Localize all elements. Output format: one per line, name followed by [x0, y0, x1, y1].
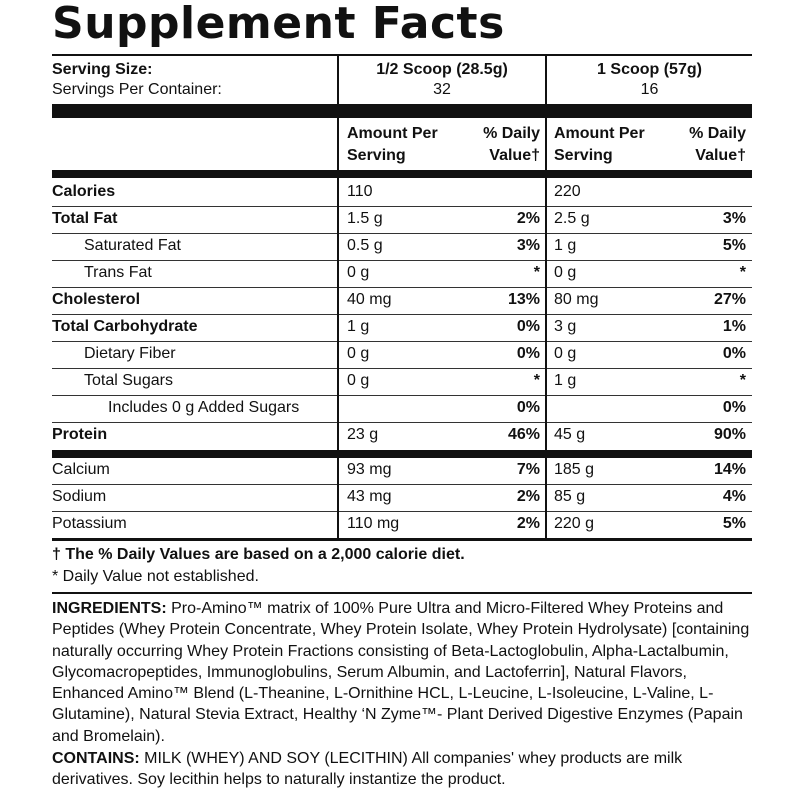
row-divider	[547, 368, 752, 369]
col2-servings-count: 16	[640, 81, 659, 98]
col1-dv-header-line1: % Daily	[483, 125, 540, 142]
nutrient-name: Sodium	[52, 488, 107, 505]
col1-daily-value: 46%	[507, 426, 540, 443]
row-divider	[547, 260, 752, 261]
col1-daily-value: 0%	[516, 399, 540, 416]
contains-text: MILK (WHEY) AND SOY (LECITHIN) All companies' whey products are milk derivatives. Soy lecithin helps to naturally instantize the product.	[52, 750, 683, 789]
col2-daily-value: 4%	[722, 488, 746, 505]
row-divider	[339, 484, 545, 485]
contains-statement	[52, 748, 752, 791]
nutrient-name: Potassium	[52, 515, 127, 532]
col1-amount: 93 mg	[347, 461, 392, 478]
col1-daily-value: *	[533, 372, 540, 389]
row-divider	[547, 484, 752, 485]
col2-daily-value: 5%	[722, 515, 746, 532]
nutrient-name: Saturated Fat	[84, 237, 181, 254]
col2-amount: 0 g	[554, 345, 577, 362]
col1-dv-header-line2: Value†	[489, 147, 540, 164]
col1-amount: 110 mg	[347, 515, 400, 532]
col2-amount: 1 g	[554, 237, 577, 254]
col1-daily-value: 2%	[516, 210, 540, 227]
nutrient-name: Includes 0 g Added Sugars	[108, 399, 300, 416]
col1-amount: 0 g	[347, 264, 370, 281]
col2-daily-value: 5%	[722, 237, 746, 254]
col2-daily-value: 27%	[713, 291, 746, 308]
row-divider	[339, 341, 545, 342]
col2-daily-value: 0%	[722, 399, 746, 416]
col2-daily-value: 1%	[722, 318, 746, 335]
row-divider	[339, 395, 545, 396]
row-divider	[52, 287, 337, 288]
col2-amount: 1 g	[554, 372, 577, 389]
col2-amount-header-line1: Amount Per	[554, 125, 645, 142]
col2-amount: 0 g	[554, 264, 577, 281]
col2-daily-value: *	[739, 264, 746, 281]
col2-daily-value: *	[739, 372, 746, 389]
col2-amount: 80 mg	[554, 291, 599, 308]
row-divider	[52, 484, 337, 485]
row-divider	[547, 511, 752, 512]
col2-daily-value: 90%	[713, 426, 746, 443]
row-divider	[547, 422, 752, 423]
col1-serving-size: 1/2 Scoop (28.5g)	[376, 61, 508, 78]
col2-amount: 220 g	[554, 515, 595, 532]
col2-daily-value: 0%	[722, 345, 746, 362]
col2-amount: 2.5 g	[554, 210, 590, 227]
row-divider	[547, 395, 752, 396]
rule-above-ingredients	[52, 592, 752, 594]
col2-daily-value: 3%	[722, 210, 746, 227]
row-divider	[339, 511, 545, 512]
row-divider	[339, 314, 545, 315]
col1-daily-value: 2%	[516, 515, 540, 532]
col1-amount: 43 mg	[347, 488, 392, 505]
col1-daily-value: 13%	[507, 291, 540, 308]
row-divider	[52, 511, 337, 512]
serving-size-label: Serving Size:	[52, 61, 153, 78]
col1-amount: 1.5 g	[347, 210, 383, 227]
thick-rule-headers	[52, 170, 752, 178]
label-title: Supplement Facts	[52, 0, 505, 49]
col2-amount: 85 g	[554, 488, 586, 505]
col1-daily-value: 0%	[516, 345, 540, 362]
row-divider	[52, 206, 337, 207]
row-divider	[339, 260, 545, 261]
col2-serving-size: 1 Scoop (57g)	[597, 61, 702, 78]
nutrient-name: Calories	[52, 183, 116, 200]
col1-servings-count: 32	[433, 81, 451, 98]
ingredients-text: Pro-Amino™ matrix of 100% Pure Ultra and Micro-Filtered Whey Proteins and Peptides (Whey Protein Concentrate, Whey Protein Isolate, Whey Protein Hydrolysate) [containing naturally occurring Whey Protein Fractions consisting of Beta-Lactoglobulin, Alpha-Lactalbumin, Glycomacropeptides, Immunoglobulins, Serum Albumin, and Lactoferrin], Natural Flavors, Enhanced Amino™ Blend (L-Theanine, L-Ornithine HCL, L-Leucine, L-Isoleucine, L-Valine, L-Glutamine), Natural Stevia Extract, Healthy ‘N Zyme™- Plant Derived Digestive Enzymes (Papain and Bromelain).	[52, 600, 750, 745]
contains-label: CONTAINS:	[52, 750, 140, 768]
column-divider-1	[337, 54, 339, 540]
column-divider-2	[545, 54, 547, 540]
row-divider	[547, 233, 752, 234]
ingredients-label: INGREDIENTS:	[52, 600, 167, 617]
row-divider	[547, 206, 752, 207]
col1-amount: 0 g	[347, 372, 370, 389]
col2-daily-value: 14%	[713, 461, 746, 478]
row-divider	[339, 206, 545, 207]
col1-daily-value: 2%	[516, 488, 540, 505]
nutrient-name: Calcium	[52, 461, 110, 478]
col1-amount: 23 g	[347, 426, 379, 443]
col1-amount-header-line2: Serving	[347, 147, 406, 164]
row-divider	[52, 233, 337, 234]
row-divider	[339, 422, 545, 423]
col2-amount: 45 g	[554, 426, 586, 443]
daily-value-footnote: † The % Daily Values are based on a 2,000 calorie diet.	[52, 546, 465, 563]
row-divider	[52, 341, 337, 342]
row-divider	[547, 287, 752, 288]
row-divider	[339, 368, 545, 369]
row-divider	[339, 233, 545, 234]
nutrient-name: Total Carbohydrate	[52, 318, 198, 335]
col1-amount: 110	[347, 183, 373, 200]
col1-amount: 0 g	[347, 345, 370, 362]
row-divider	[52, 260, 337, 261]
col1-daily-value: 0%	[516, 318, 540, 335]
col2-dv-header-line1: % Daily	[689, 125, 746, 142]
col2-amount: 220	[554, 183, 581, 200]
nutrient-name: Total Sugars	[84, 372, 173, 389]
col1-amount: 1 g	[347, 318, 370, 335]
ingredients-block	[52, 598, 752, 791]
col2-amount: 3 g	[554, 318, 577, 335]
col2-amount: 185 g	[554, 461, 595, 478]
not-established-footnote: * Daily Value not established.	[52, 568, 259, 585]
row-divider	[52, 368, 337, 369]
nutrient-name: Dietary Fiber	[84, 345, 176, 362]
row-divider	[52, 395, 337, 396]
col1-daily-value: 7%	[516, 461, 540, 478]
nutrient-name: Trans Fat	[84, 264, 152, 281]
col1-amount: 40 mg	[347, 291, 392, 308]
col1-daily-value: *	[533, 264, 540, 281]
col2-amount-header-line2: Serving	[554, 147, 613, 164]
nutrient-name: Cholesterol	[52, 291, 141, 308]
nutrient-name: Protein	[52, 426, 108, 443]
row-divider	[547, 341, 752, 342]
servings-per-container-label: Servings Per Container:	[52, 81, 222, 98]
col2-dv-header-line2: Value†	[695, 147, 746, 164]
thick-rule-top	[52, 104, 752, 118]
nutrient-name: Total Fat	[52, 210, 118, 227]
col1-amount: 0.5 g	[347, 237, 383, 254]
row-divider	[339, 287, 545, 288]
row-divider	[547, 314, 752, 315]
row-divider	[52, 422, 337, 423]
thick-rule-protein	[52, 450, 752, 458]
thick-rule-bottom	[52, 538, 752, 541]
col1-daily-value: 3%	[516, 237, 540, 254]
col1-amount-header-line1: Amount Per	[347, 125, 438, 142]
row-divider	[52, 314, 337, 315]
